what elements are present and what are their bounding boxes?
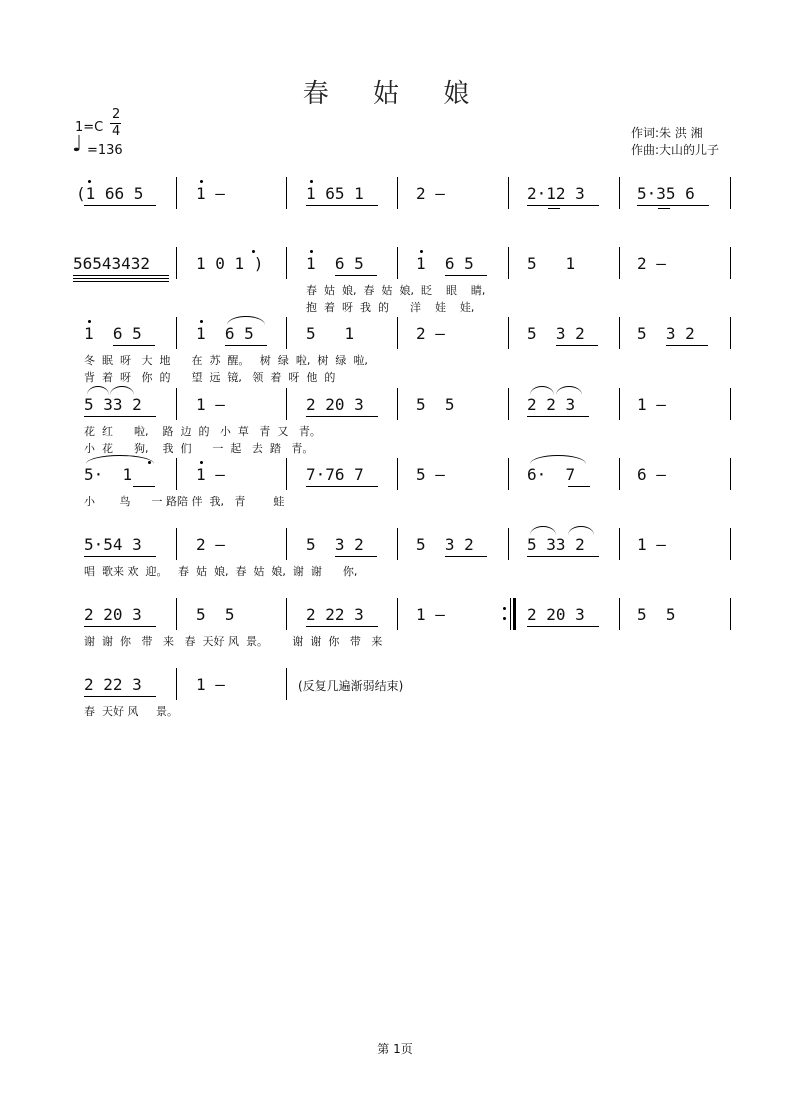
measure: 2 20 3	[527, 605, 585, 624]
barline	[286, 247, 287, 279]
octave-dot	[310, 180, 313, 183]
measure: 2 20 3	[306, 395, 364, 414]
score-row-7	[0, 605, 790, 631]
barline	[619, 458, 620, 490]
beam	[306, 416, 378, 417]
measure: 6· 7	[527, 465, 576, 484]
barline	[619, 177, 620, 209]
slur	[530, 455, 586, 464]
barline	[397, 177, 398, 209]
measure: 7·76 7	[306, 465, 364, 484]
barline	[730, 247, 731, 279]
barline	[397, 528, 398, 560]
beam	[225, 345, 267, 346]
barline	[176, 388, 177, 420]
barline	[508, 317, 509, 349]
beam	[84, 205, 156, 206]
quarter-note-icon: ♩	[72, 132, 83, 157]
beam	[335, 556, 377, 557]
beam	[527, 205, 599, 206]
measure: 1 65 1	[306, 184, 364, 203]
measure: 1 6 5	[416, 254, 474, 273]
key-signature: 1=C	[75, 120, 104, 135]
lyric-line: 冬 眠 呀 大 地 在 苏 醒。 树 绿 啦, 树 绿 啦,	[84, 354, 368, 367]
measure: 5 33 2	[84, 395, 142, 414]
beam	[133, 486, 155, 487]
measure: 1 6 5	[84, 324, 142, 343]
measure: 5 5	[416, 395, 455, 414]
slur	[110, 386, 134, 395]
barline	[730, 388, 731, 420]
measure: 5 5	[196, 605, 235, 624]
barline	[176, 247, 177, 279]
barline	[397, 247, 398, 279]
barline	[176, 668, 177, 700]
beam	[658, 208, 670, 209]
measure: 1 –	[196, 395, 225, 414]
measure: 1 –	[416, 605, 445, 624]
barline	[176, 528, 177, 560]
measure: 2 –	[196, 535, 225, 554]
lyric-line: 谢 谢 你 带 来 春 天好 风 景。 谢 谢 你 带 来	[84, 635, 383, 648]
barline	[397, 598, 398, 630]
score-row-5	[0, 465, 790, 491]
octave-dot	[252, 250, 255, 253]
lyric-line: 背 着 呀 你 的 望 远 镜, 领 着 呀 他 的	[84, 371, 336, 384]
beam	[73, 275, 169, 276]
slur	[87, 386, 109, 395]
measure: 5 1	[527, 254, 576, 273]
measure: 2 22 3	[84, 675, 142, 694]
measure: 2 –	[637, 254, 666, 273]
measure: 5 –	[416, 465, 445, 484]
beam	[445, 556, 487, 557]
barline	[397, 317, 398, 349]
octave-dot	[88, 180, 91, 183]
slur	[86, 455, 154, 464]
lyricist-credit: 作词:朱 洪 湘	[631, 126, 703, 140]
repeat-dot	[503, 607, 506, 610]
repeat-dot	[503, 617, 506, 620]
barline	[730, 598, 731, 630]
octave-dot	[310, 250, 313, 253]
beam	[84, 626, 156, 627]
beam	[568, 486, 590, 487]
measure: (1 66 5	[76, 184, 144, 203]
lyric-line: 春 天好 风 景。	[84, 705, 178, 718]
barline	[730, 317, 731, 349]
beam	[637, 205, 709, 206]
octave-dot	[200, 320, 203, 323]
score-row-2	[0, 254, 790, 280]
barline	[176, 458, 177, 490]
measure: 1 6 5	[306, 254, 364, 273]
lyric-line: 春 姑 娘, 春 姑 娘, 眨 眼 睛,	[306, 284, 486, 297]
barline	[286, 668, 287, 700]
lyric-line: 抱 着 呀 我 的 洋 娃 娃,	[306, 301, 475, 314]
barline	[508, 388, 509, 420]
measure: 5 33 2	[527, 535, 585, 554]
barline	[508, 528, 509, 560]
measure: 5 3 2	[527, 324, 585, 343]
lyric-line: 花 红 啦, 路 边 的 小 草 青 又 青。	[84, 425, 321, 438]
composer-credit: 作曲:大山的儿子	[631, 143, 720, 157]
slur	[530, 386, 554, 395]
measure: 2 –	[416, 184, 445, 203]
repeat-barline-thin	[510, 598, 511, 630]
beam	[73, 278, 169, 279]
beam	[548, 208, 560, 209]
barline	[397, 458, 398, 490]
barline	[619, 388, 620, 420]
measure: 1 –	[196, 465, 225, 484]
page-number: 第 1页	[377, 1042, 413, 1056]
beam	[527, 626, 599, 627]
barline	[286, 528, 287, 560]
slur	[530, 526, 556, 535]
measure: 1 –	[637, 395, 666, 414]
measure: 5·35 6	[637, 184, 695, 203]
barline	[176, 598, 177, 630]
measure: 5 3 2	[637, 324, 695, 343]
octave-dot	[200, 180, 203, 183]
measure: 2 2 3	[527, 395, 576, 414]
barline	[286, 458, 287, 490]
barline	[397, 388, 398, 420]
measure: 5· 1	[84, 465, 133, 484]
barline	[508, 247, 509, 279]
measure: 1 0 1 )	[196, 254, 264, 273]
score-row-1	[0, 184, 790, 210]
beam	[84, 696, 156, 697]
measure: 5 3 2	[306, 535, 364, 554]
measure: 5 3 2	[416, 535, 474, 554]
beam	[666, 345, 708, 346]
barline	[286, 388, 287, 420]
measure: 1 –	[637, 535, 666, 554]
octave-dot	[420, 250, 423, 253]
slur	[556, 386, 582, 395]
measure: 2 22 3	[306, 605, 364, 624]
measure: 5 1	[306, 324, 355, 343]
beam	[527, 556, 599, 557]
barline	[730, 177, 731, 209]
lyric-line: 小 花 狗, 我 们 一 起 去 踏 青。	[84, 442, 314, 455]
score-row-6	[0, 535, 790, 561]
slur	[568, 526, 594, 535]
barline	[730, 458, 731, 490]
lyric-line: 小 鸟 一 路陪 伴 我, 青 蛙	[84, 495, 285, 508]
time-signature-top: 2	[112, 107, 121, 122]
repeat-barline-thick	[513, 598, 516, 630]
measure: 2 20 3	[84, 605, 142, 624]
song-title: 春 姑 娘	[302, 79, 488, 109]
beam	[335, 275, 377, 276]
measure: 5·54 3	[84, 535, 142, 554]
beam	[527, 416, 589, 417]
measure: 5 5	[637, 605, 676, 624]
beam	[306, 626, 378, 627]
barline	[619, 598, 620, 630]
performance-note: (反复几遍渐弱结束)	[298, 679, 404, 693]
octave-dot	[148, 461, 151, 464]
barline	[286, 598, 287, 630]
score-row-3	[0, 324, 790, 350]
measure: 2 –	[416, 324, 445, 343]
beam	[556, 345, 598, 346]
measure: 6 –	[637, 465, 666, 484]
barline	[508, 177, 509, 209]
slur	[227, 316, 265, 325]
beam	[84, 556, 156, 557]
barline	[176, 317, 177, 349]
tempo-mark: =136	[87, 143, 123, 158]
measure: 1 –	[196, 184, 225, 203]
lyric-line: 唱 歌来 欢 迎。 春 姑 娘, 春 姑 娘, 谢 谢 你,	[84, 565, 358, 578]
barline	[619, 317, 620, 349]
measure: 1 –	[196, 675, 225, 694]
beam	[84, 416, 156, 417]
measure: 56543432	[73, 254, 151, 273]
barline	[619, 247, 620, 279]
barline	[508, 458, 509, 490]
score-row-4	[0, 395, 790, 421]
barline	[730, 528, 731, 560]
beam	[113, 345, 155, 346]
beam	[306, 486, 378, 487]
barline	[286, 317, 287, 349]
barline	[176, 177, 177, 209]
beam	[306, 205, 378, 206]
beam	[445, 275, 487, 276]
octave-dot	[88, 320, 91, 323]
barline	[286, 177, 287, 209]
measure: 1 6 5	[196, 324, 254, 343]
measure: 2·12 3	[527, 184, 585, 203]
beam	[73, 281, 169, 282]
time-signature-bottom: 4	[112, 124, 121, 139]
barline	[619, 528, 620, 560]
octave-dot	[200, 461, 203, 464]
